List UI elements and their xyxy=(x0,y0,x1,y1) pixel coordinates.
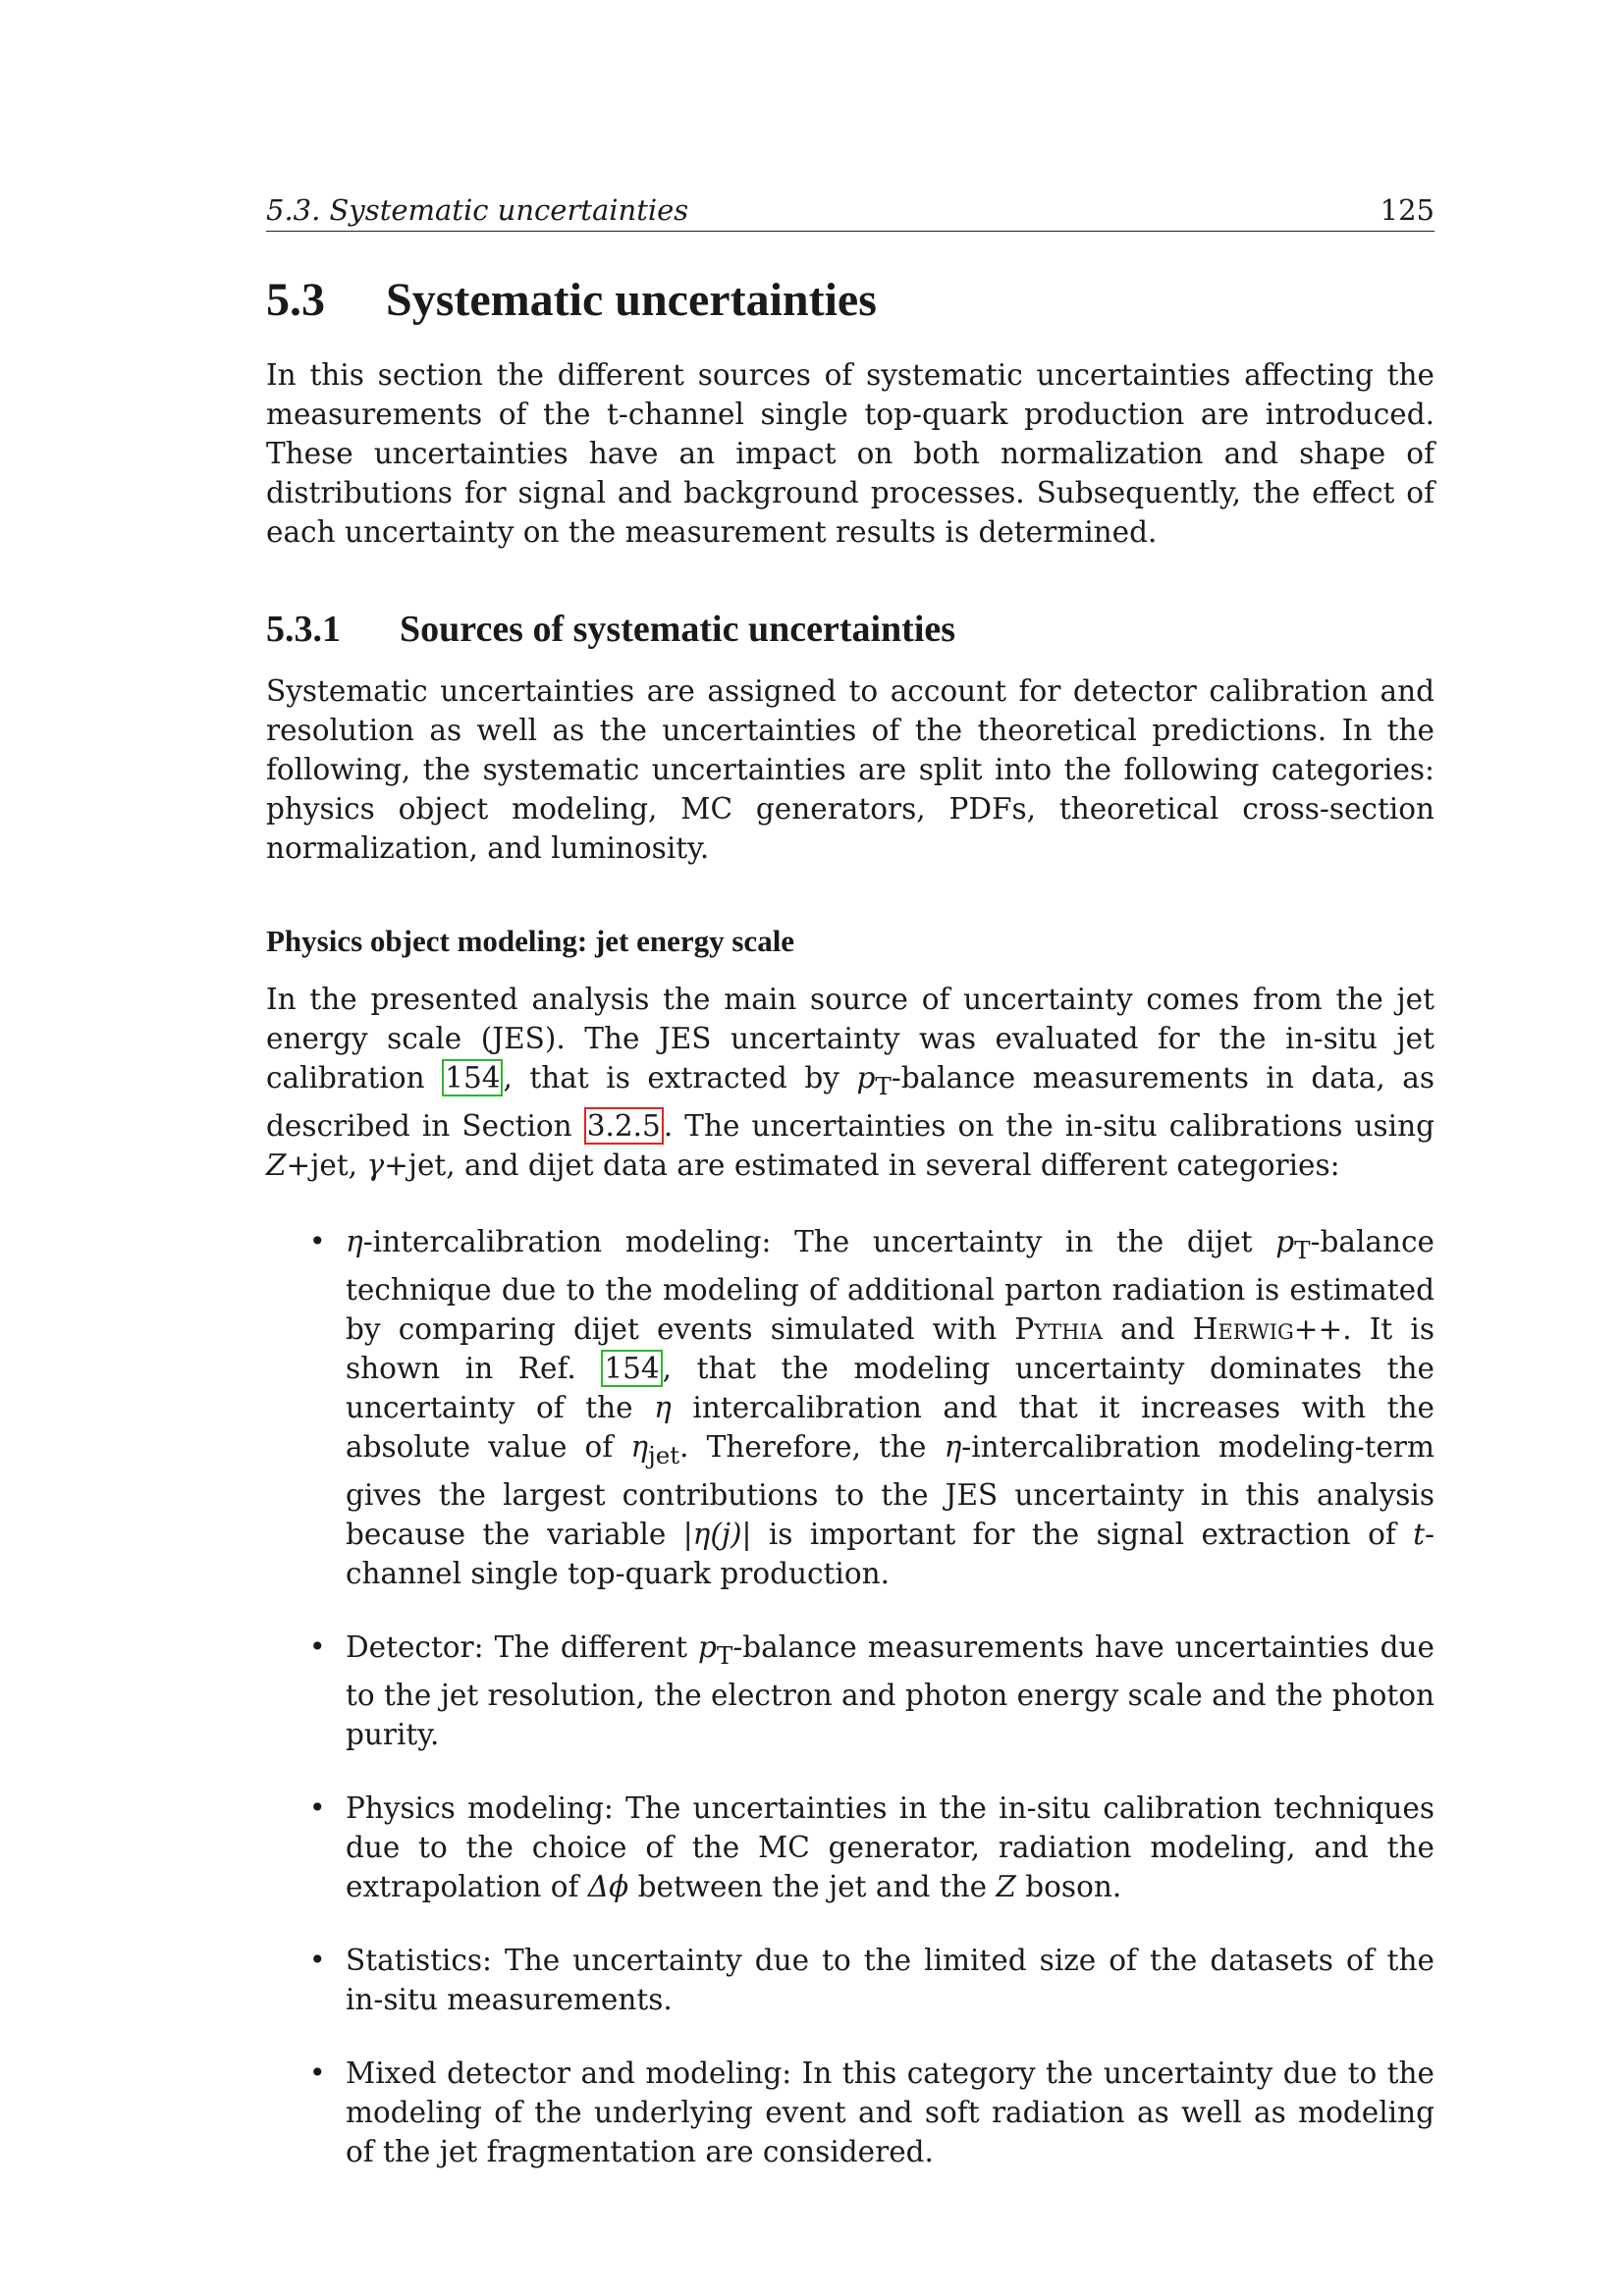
jes-text-6: +jet, and dijet data are estimated in several different categories: xyxy=(384,1148,1340,1182)
jes-text-2: , that is extracted by xyxy=(503,1061,857,1095)
pt-subscript: T xyxy=(1294,1235,1311,1264)
eta-symbol: η xyxy=(654,1390,672,1424)
item-text: , that the modeling uncertainty dominates the uncertainty of the xyxy=(346,1351,1435,1424)
page xyxy=(266,192,1435,2206)
item-text: Physics modeling: The uncertainties in the in-situ calibration techniques due to the choice of the MC generator, radiation modeling, and the extrapolation of xyxy=(346,1790,1435,1903)
citation-link-154[interactable]: 154 xyxy=(601,1350,662,1387)
running-header xyxy=(266,192,1435,232)
section-heading xyxy=(266,273,1435,328)
paragraph-heading: Physics object modeling: jet energy scale xyxy=(266,924,795,958)
subsection-heading xyxy=(266,607,1435,652)
z-symbol: Z xyxy=(996,1869,1016,1903)
section-link-3-2-5[interactable]: 3.2.5 xyxy=(584,1107,664,1145)
bullet-icon: • xyxy=(309,1790,326,1824)
subsection-number: 5.3.1 xyxy=(266,609,341,650)
item-text: boson. xyxy=(1015,1869,1122,1903)
gamma-symbol: γ xyxy=(366,1148,385,1182)
jes-text-4: . The uncertainties on the in-situ calibrations using xyxy=(663,1108,1435,1143)
item-text: Detector: The different xyxy=(346,1629,699,1664)
pt-symbol: p xyxy=(1275,1224,1295,1258)
bullet-icon: • xyxy=(309,1943,326,1976)
delta-phi-symbol: Δϕ xyxy=(587,1869,629,1903)
bullet-icon: • xyxy=(309,1224,326,1257)
running-title: 5.3. Systematic uncertainties xyxy=(266,193,689,227)
pythia-name: Pythia xyxy=(1014,1311,1103,1346)
item-text: -channel single top-quark production. xyxy=(346,1517,1435,1590)
category-list xyxy=(266,1222,1435,2171)
eta-symbol: η xyxy=(944,1429,962,1464)
jet-subscript: jet xyxy=(648,1440,680,1469)
subsection-text: Systematic uncertainties are assigned to account for detector calibration and resolution as well as the uncertainties of the theoretical predictions. In the following, the systematic uncertainties are split into the following categories: physics object modeling, MC generators, PDFs, theoretical cross-section normalization, and luminosity. xyxy=(266,674,1435,865)
item-text: between the jet and the xyxy=(628,1869,997,1903)
page-number: 125 xyxy=(1380,193,1435,227)
item-text: intercalibration and that it increases with the absolute value of xyxy=(346,1390,1435,1464)
pt-symbol: p xyxy=(856,1061,876,1095)
eta-symbol: η xyxy=(346,1224,363,1258)
abs-eta-expression: |η(j)| xyxy=(682,1517,752,1551)
list-item-mixed xyxy=(266,2054,1435,2171)
jes-text-3: -balance measurements in data, as described in Section xyxy=(266,1061,1435,1143)
list-item-eta-intercalibration xyxy=(266,1222,1435,1593)
t-symbol: t xyxy=(1413,1517,1426,1551)
jes-text-1: In the presented analysis the main source of uncertainty comes from the jet energy scale (JES). The JES uncertainty was evaluated for the in-situ jet calibration xyxy=(266,983,1435,1095)
citation-link-154[interactable]: 154 xyxy=(442,1059,503,1096)
pt-symbol: p xyxy=(698,1629,717,1664)
item-text: -balance measurements have uncertainties due to the jet resolution, the electron and photon energy scale and the photon purity. xyxy=(346,1629,1435,1751)
eta-symbol: η xyxy=(630,1429,649,1464)
item-text: Mixed detector and modeling: In this category the uncertainty due to the modeling of the underlying event and soft radiation as well as modeling of the jet fragmentation are considered. xyxy=(346,2056,1435,2168)
jes-paragraph xyxy=(266,980,1435,1185)
section-number: 5.3 xyxy=(266,274,325,326)
item-text: . It is shown in Ref. xyxy=(346,1311,1435,1385)
herwig-name: Herwig++ xyxy=(1192,1311,1343,1346)
jes-text-5: +jet, xyxy=(286,1148,367,1182)
item-text: -intercalibration modeling: The uncertainty in the dijet xyxy=(362,1224,1276,1258)
pt-subscript: T xyxy=(716,1640,733,1670)
subsection-title: Sources of systematic uncertainties xyxy=(400,609,956,650)
item-text: -balance technique due to the modeling of additional parton radiation is estimated by comparing dijet events simulated with xyxy=(346,1224,1435,1346)
z-symbol: Z xyxy=(266,1148,287,1182)
pt-subscript: T xyxy=(875,1071,892,1100)
item-text: and xyxy=(1102,1311,1193,1346)
item-text: . Therefore, the xyxy=(679,1429,945,1464)
section-intro: In this section the different sources of systematic uncertainties affecting the measurements of the t-channel single top-quark production are introduced. These uncertainties have an impact on both normalization and shape of distributions for signal and background processes. Subsequently, the effect of each uncertainty on the measurement results is determined. xyxy=(266,358,1435,549)
section-title: Systematic uncertainties xyxy=(386,274,877,326)
item-text: is important for the signal extraction of xyxy=(751,1517,1414,1551)
bullet-icon: • xyxy=(309,1629,326,1663)
bullet-icon: • xyxy=(309,2056,326,2089)
item-text: -intercalibration modeling-term gives the largest contributions to the JES uncertainty in this analysis because the variable xyxy=(346,1429,1435,1551)
list-item-detector xyxy=(266,1628,1435,1754)
list-item-physics-modeling xyxy=(266,1789,1435,1906)
item-text: Statistics: The uncertainty due to the limited size of the datasets of the in-situ measurements. xyxy=(346,1943,1435,2016)
list-item-statistics xyxy=(266,1941,1435,2019)
